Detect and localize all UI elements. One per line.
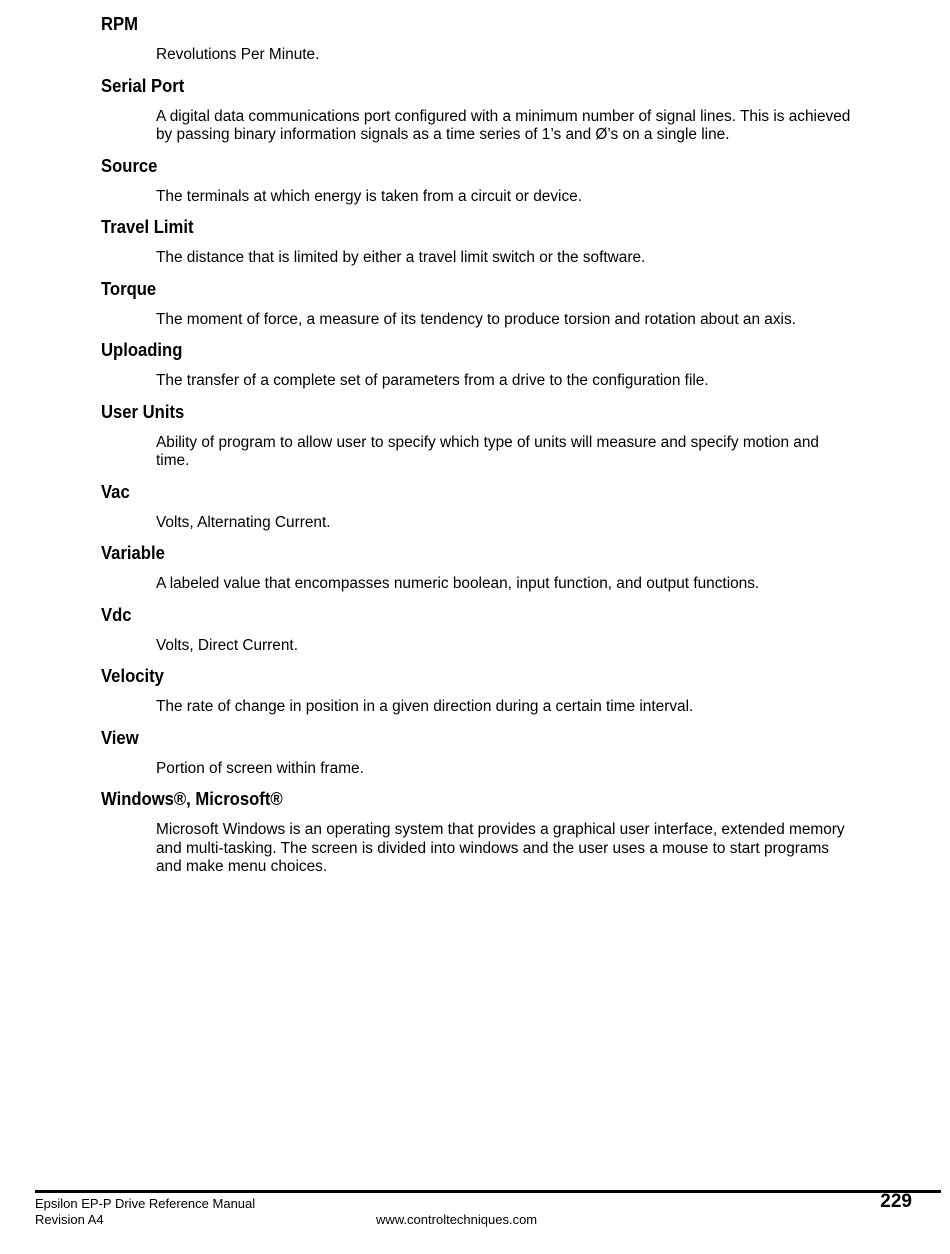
glossary-term: Uploading	[101, 339, 183, 360]
glossary-definition: A labeled value that encompasses numeric boolean, input function, and output functions.	[156, 575, 760, 592]
glossary-term: Variable	[101, 542, 165, 563]
glossary-term: Vac	[101, 480, 130, 502]
glossary-entry-travel-limit	[0, 215, 950, 268]
glossary-definition: Volts, Alternating Current.	[156, 513, 331, 531]
glossary-entry-user-units	[0, 400, 950, 471]
page-number: 229	[880, 1191, 912, 1212]
glossary-definition: Ability of program to allow user to specify which type of units will measure and specify motion and time.	[156, 433, 819, 469]
glossary-definition: Microsoft Windows is an operating system that provides a graphical user interface, extended memory and multi-tasking. The screen is divided into windows and the user uses a mouse to start programs and make menu choices.	[156, 821, 845, 875]
glossary-entry-vac	[0, 480, 950, 533]
glossary-definition: A digital data communications port configured with a minimum number of signal lines. This is achieved by passing binary information signals as a time series of 1’s and Ø’s on a single line.	[156, 107, 851, 143]
glossary-term: View	[101, 726, 139, 748]
glossary-term: Serial Port	[101, 74, 185, 96]
glossary-term: Travel Limit	[101, 216, 194, 237]
glossary-entry-rpm	[0, 12, 950, 65]
glossary-list	[0, 12, 950, 886]
glossary-entry-torque	[0, 277, 950, 330]
glossary-term: Velocity	[101, 665, 164, 686]
glossary-entry-uploading	[0, 338, 950, 391]
glossary-definition: The moment of force, a measure of its tendency to produce torsion and rotation about an axis.	[156, 310, 796, 328]
glossary-definition: The terminals at which energy is taken from a circuit or device.	[156, 187, 582, 205]
glossary-term: Source	[101, 154, 158, 176]
glossary-entry-vdc	[0, 603, 950, 656]
glossary-entry-source	[0, 154, 950, 207]
glossary-definition: Portion of screen within frame.	[156, 759, 364, 777]
glossary-entry-windows-microsoft	[0, 787, 950, 877]
glossary-term: Windows®, Microsoft®	[101, 788, 283, 809]
footer-divider	[35, 1190, 941, 1193]
glossary-term: Vdc	[101, 603, 132, 625]
glossary-entry-view	[0, 726, 950, 779]
glossary-entry-velocity	[0, 664, 950, 717]
glossary-entry-serial-port	[0, 74, 950, 145]
glossary-definition: Volts, Direct Current.	[156, 636, 298, 654]
glossary-definition: The transfer of a complete set of parameters from a drive to the configuration file.	[156, 372, 709, 389]
glossary-term: Torque	[101, 277, 157, 299]
glossary-definition: The rate of change in position in a given direction during a certain time interval.	[156, 698, 694, 715]
glossary-term: RPM	[101, 13, 139, 34]
glossary-entry-variable	[0, 541, 950, 594]
glossary-definition: The distance that is limited by either a travel limit switch or the software.	[156, 249, 646, 266]
glossary-term: User Units	[101, 400, 185, 422]
footer-manual-title: Epsilon EP-P Drive Reference Manual	[35, 1196, 256, 1211]
footer-url: www.controltechniques.com	[376, 1212, 538, 1227]
footer-revision: Revision A4	[35, 1212, 104, 1227]
glossary-definition: Revolutions Per Minute.	[156, 46, 320, 63]
